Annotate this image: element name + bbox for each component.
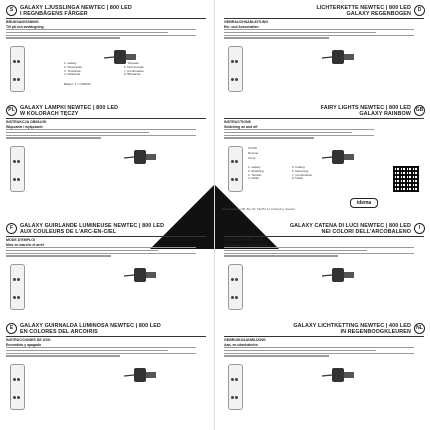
panel-french — [4, 222, 209, 314]
dimmer-label: Dimmer — [248, 151, 259, 155]
section-header: BRUKSANVISNING — [6, 20, 39, 24]
mode-1: 1. Galaxy — [64, 61, 77, 65]
remote-control-illustration — [228, 264, 243, 310]
remote-control-illustration — [228, 364, 243, 410]
section-subheader: Mise en marche et arrêt — [6, 243, 44, 247]
panel-dutch — [222, 322, 427, 414]
controller-plug-illustration — [124, 364, 160, 386]
on-off-label: On/Off — [248, 146, 257, 150]
remote-control-illustration — [228, 46, 243, 92]
language-badge: NL — [414, 323, 425, 334]
controller-plug-illustration — [124, 264, 160, 286]
mode-4: 4. Glitter — [248, 176, 260, 181]
mode-legend — [248, 166, 264, 181]
panel-spanish — [4, 322, 209, 414]
controller-plug-illustration — [124, 146, 160, 168]
body-text — [224, 247, 414, 261]
title-line-2: GALAXY REGENBOGEN — [346, 11, 411, 17]
title-line-2: GALAXY RAINBOW — [359, 111, 411, 117]
title-line-1: GALAXY LAMPKI NEWTEC | 800 LED — [20, 105, 119, 111]
title-line-2: W KOLORACH TĘCZY — [20, 111, 79, 117]
title-line-1: FAIRY LIGHTS NEWTEC | 800 LED — [320, 105, 411, 111]
company-address: Idema Sweden AB, Box 90, SE-551 12 Jönköping, Sweden — [222, 207, 296, 211]
brand-logo: idema — [350, 198, 378, 208]
mode-legend — [64, 62, 82, 77]
body-text — [6, 247, 196, 261]
title-rule — [6, 336, 206, 337]
mode-7: 7. Kombination — [124, 68, 145, 73]
body-text — [224, 129, 374, 143]
mode-7: 7. Combination — [292, 172, 313, 177]
mode-8: 8. Flash — [292, 176, 303, 181]
mode-8: 8. Blinkande — [124, 72, 141, 77]
panel-english — [222, 104, 427, 196]
section-subheader: Accensione e spegnimento — [224, 243, 268, 247]
title-line-1: GALAXY GUIRLANDE LUMINEUSE NEWTEC | 800 LED — [20, 223, 165, 229]
title-line-1: GALAXY CATENA DI LUCI NEWTEC | 800 LED — [289, 223, 411, 229]
panel-swedish — [4, 4, 209, 96]
section-subheader: Ein- und Ausschalten — [224, 25, 259, 29]
mode-2: 2. Gnistrande — [64, 64, 83, 69]
body-text — [6, 29, 196, 43]
section-header: MODE D'EMPLOI — [6, 238, 36, 242]
remote-control-illustration — [10, 46, 25, 92]
language-badge: PL — [6, 105, 17, 116]
title-line-1: LICHTERKETTE NEWTEC | 800 LED — [316, 5, 411, 11]
mode-5: 5. Tonande — [124, 61, 139, 65]
panel-italian — [222, 222, 427, 314]
section-subheader: Aan- en uitschakelen — [224, 343, 258, 347]
controller-plug-illustration — [322, 146, 358, 168]
body-text — [224, 347, 414, 361]
mode-legend-2 — [124, 62, 144, 77]
controller-plug-illustration — [322, 46, 358, 68]
section-header: INSTRUCCIONES DE USO — [6, 338, 51, 342]
section-header: ISTRUZIONI PER L'USO — [224, 238, 265, 242]
mode-legend-2 — [292, 166, 312, 181]
remote-control-illustration — [10, 364, 25, 410]
title-rule — [224, 236, 424, 237]
mode-3: 3. Tindrande — [64, 68, 81, 73]
mode-1: 1. Galaxy — [248, 165, 261, 169]
section-subheader: Encendido y apagado — [6, 343, 42, 347]
language-badge: I — [414, 223, 425, 234]
mode-3: 3. Twinkle — [248, 172, 262, 177]
language-badge: E — [6, 323, 17, 334]
remote-control-illustration — [10, 264, 25, 310]
title-rule — [224, 18, 424, 19]
controller-plug-illustration — [322, 364, 358, 386]
title-line-2: IN REGENBOOGKLEUREN — [340, 329, 411, 335]
section-subheader: Switching on and off — [224, 125, 258, 129]
mode-5: 5. Fading — [292, 165, 305, 169]
timer-label: Timer — [248, 156, 256, 160]
body-text — [224, 29, 414, 43]
section-subheader: Till på och avstängning — [6, 25, 44, 29]
title-rule — [6, 118, 206, 119]
section-subheader: Włączanie i wyłączanie — [6, 125, 43, 129]
controller-plug-illustration — [322, 264, 358, 286]
section-header: GEBRAUCHSANLEITUNG — [224, 20, 269, 24]
title-rule — [6, 18, 206, 19]
title-line-2: AUX COULEURS DE L'ARC-EN-CIEL — [20, 229, 117, 235]
title-line-1: GALAXY GUIRNALDA LUMINOSA NEWTEC | 800 LED — [20, 323, 161, 329]
body-text — [6, 347, 196, 361]
panel-polish — [4, 104, 209, 196]
title-rule — [6, 236, 206, 237]
title-rule — [224, 336, 424, 337]
mode-4: 4. Glittrande — [64, 72, 81, 77]
section-header: INSTRUCTIONS — [224, 120, 251, 124]
body-text — [6, 129, 196, 143]
title-line-2: NEI COLORI DELL'ARCOBALENO — [321, 229, 411, 235]
remote-control-illustration — [228, 146, 243, 192]
section-header: GEBRUIKSAANWIJZING — [224, 338, 266, 342]
remote-control-illustration — [10, 146, 25, 192]
battery-note: Batteri: 1 × CR2032 — [64, 82, 91, 86]
section-header: INSTRUKCJA OBSŁUGI — [6, 120, 47, 124]
title-line-2: I REGNBÅGENS FÄRGER — [20, 11, 88, 17]
title-rule — [224, 118, 424, 119]
title-line-1: GALAXY LICHTKETTING NEWTEC | 400 LED — [293, 323, 411, 329]
title-line-1: GALAXY LJUSSLINGA NEWTEC | 800 LED — [20, 5, 132, 11]
title-line-2: EN COLORES DEL ARCOIRIS — [20, 329, 98, 335]
language-badge: F — [6, 223, 17, 234]
language-badge: D — [414, 5, 425, 16]
panel-german — [222, 4, 427, 96]
qr-code — [393, 166, 419, 192]
language-badge: GB — [414, 105, 425, 116]
mode-6: 6. Drömmande — [124, 64, 144, 69]
language-badge: S — [6, 5, 17, 16]
mode-2: 2. Sparkling — [248, 168, 264, 173]
mode-6: 6. Dreaming — [292, 168, 309, 173]
